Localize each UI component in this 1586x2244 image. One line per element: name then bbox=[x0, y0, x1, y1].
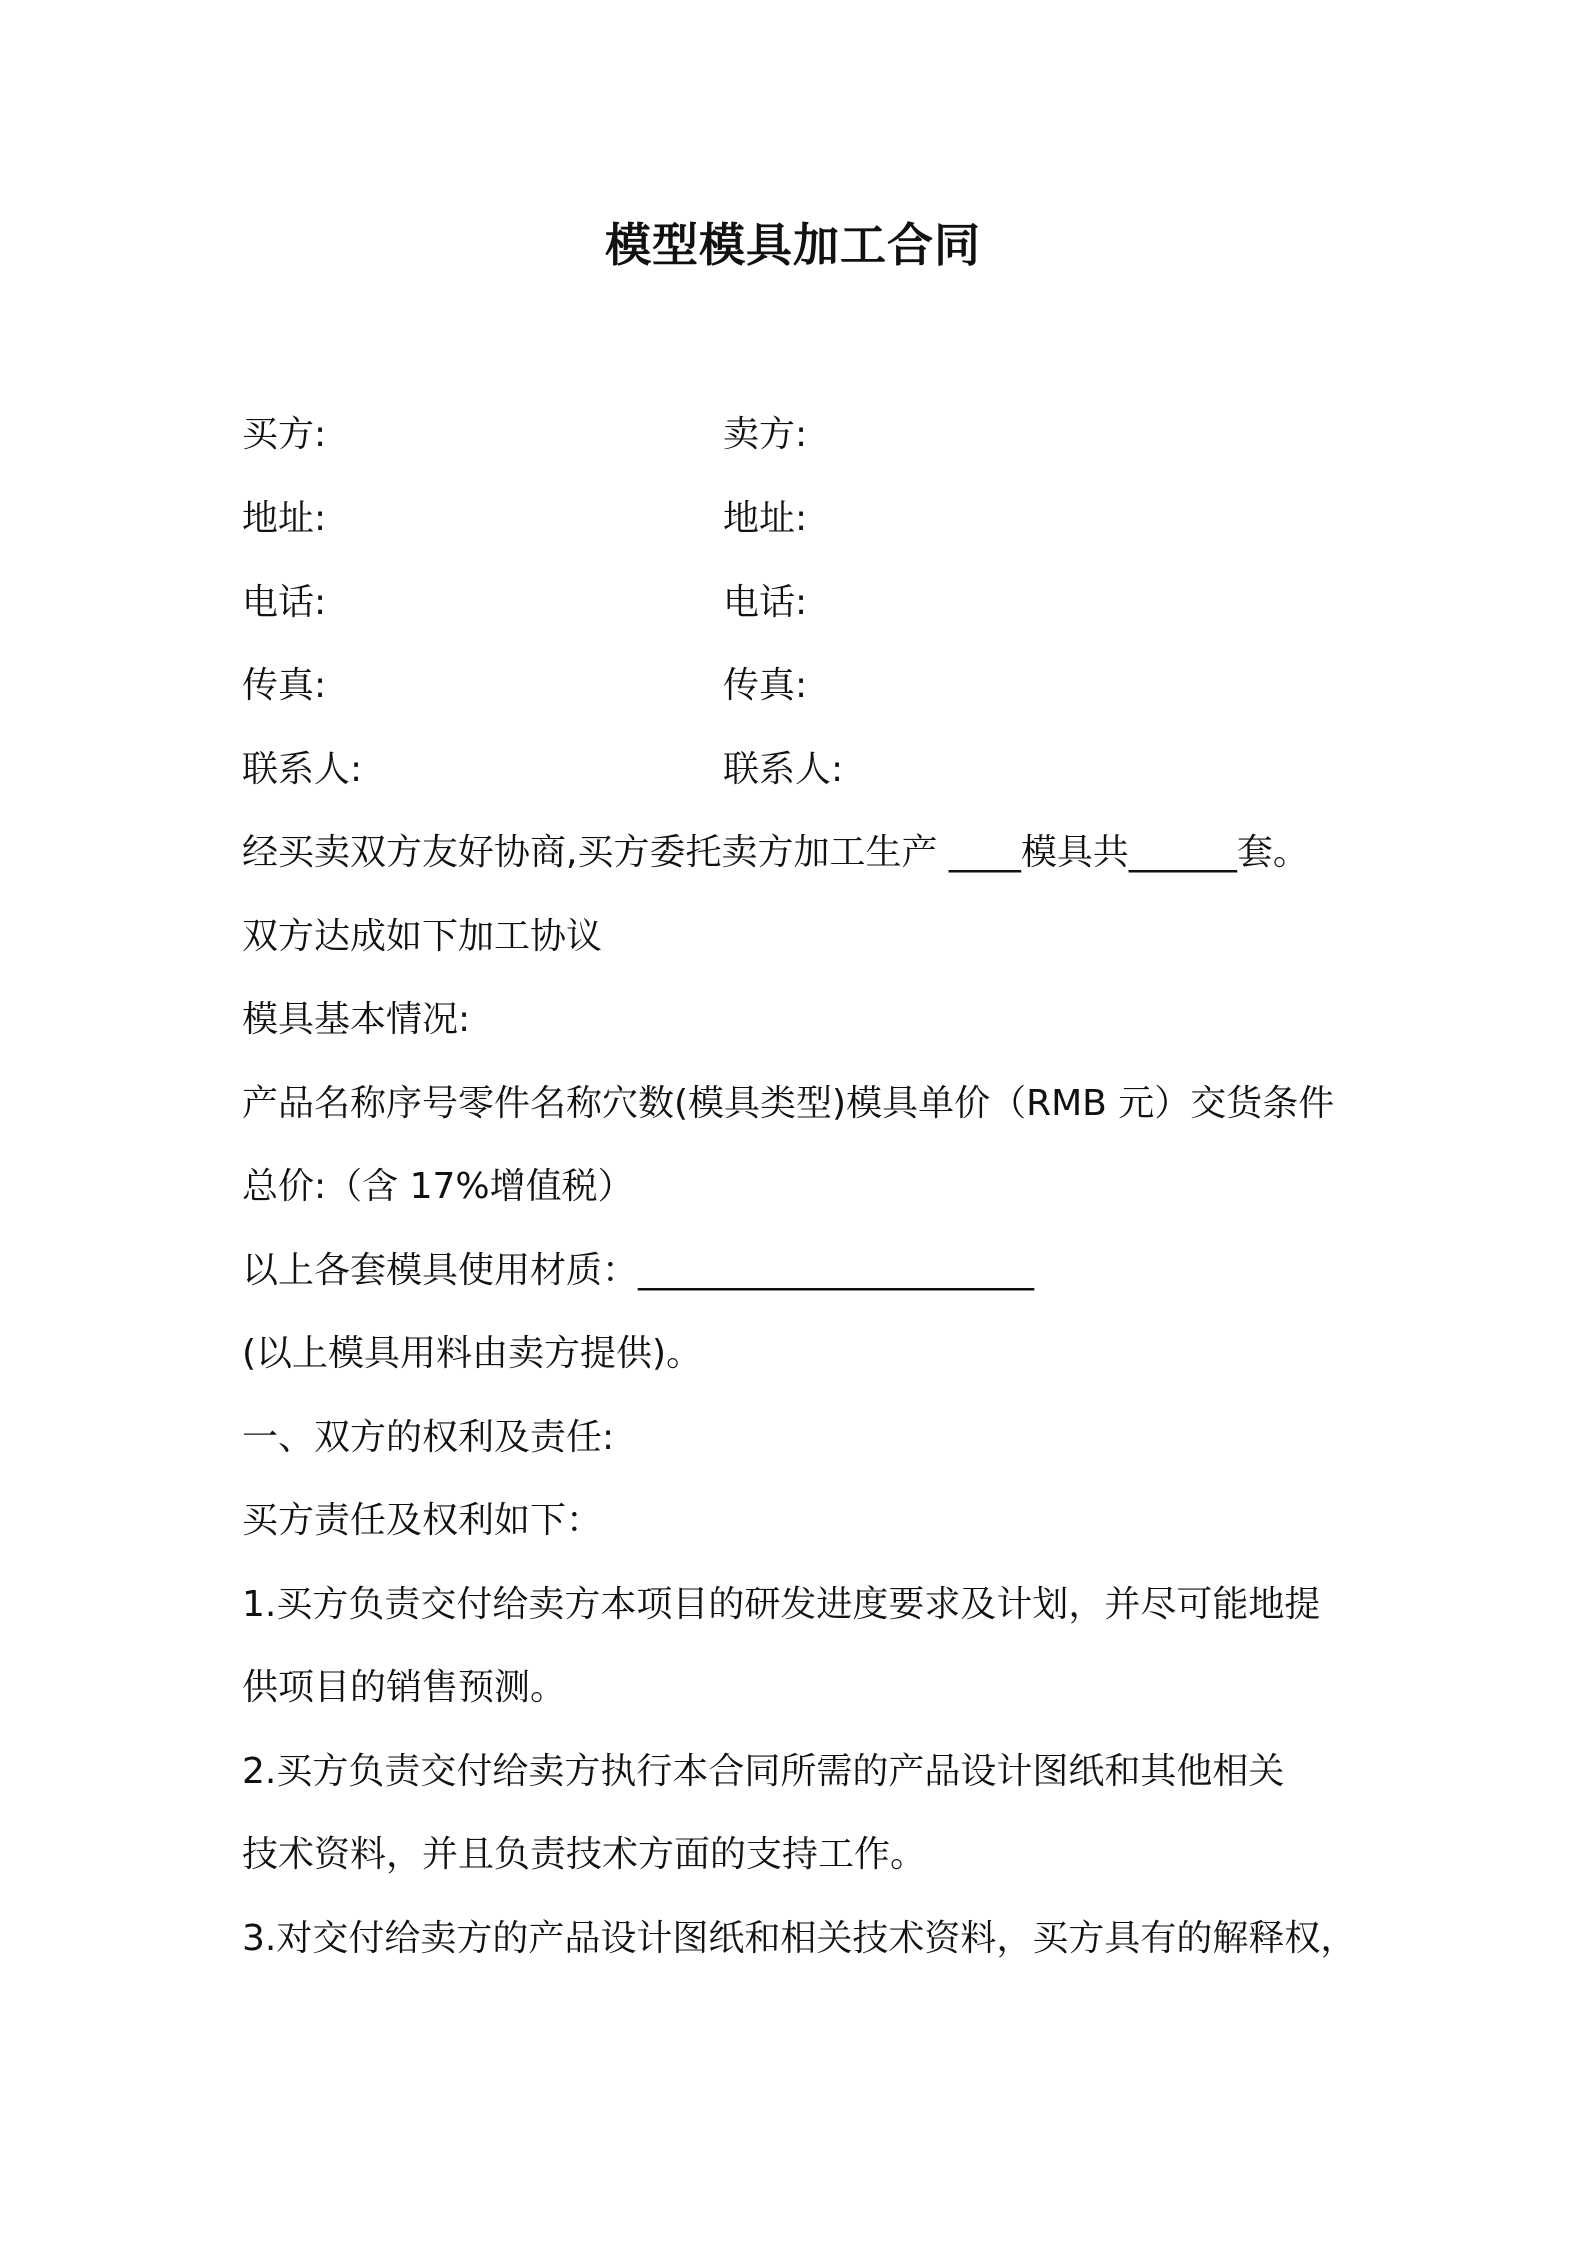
section-heading: 模具基本情况: bbox=[242, 999, 471, 1040]
body-line: 经买卖双方友好协商,买方委托卖方加工生产 ____模具共______套。 bbox=[242, 832, 1309, 873]
party-row-address bbox=[242, 494, 1362, 544]
buyer-name-label: 买方: bbox=[242, 414, 327, 455]
body-line: 买方责任及权利如下： bbox=[242, 1500, 603, 1541]
body-line: 双方达成如下加工协议 bbox=[242, 916, 603, 957]
seller-contact-label: 联系人: bbox=[723, 749, 844, 790]
body-line: 总价:（含 17%增值税） bbox=[242, 1166, 634, 1207]
party-row-fax bbox=[242, 661, 1362, 711]
party-row-phone bbox=[242, 578, 1362, 628]
buyer-fax-label: 传真: bbox=[242, 665, 327, 706]
body-line: 1.买方负责交付给卖方本项目的研发进度要求及计划，并尽可能地提 bbox=[242, 1584, 1321, 1625]
party-row-name bbox=[242, 410, 1362, 460]
seller-fax-label: 传真: bbox=[723, 665, 808, 706]
buyer-contact-label: 联系人: bbox=[242, 749, 363, 790]
party-row-contact bbox=[242, 745, 1362, 795]
seller-address-label: 地址: bbox=[723, 498, 808, 539]
body-line: (以上模具用料由卖方提供)。 bbox=[242, 1333, 703, 1374]
seller-name-label: 卖方: bbox=[723, 414, 808, 455]
body-line: 技术资料，并且负责技术方面的支持工作。 bbox=[242, 1834, 927, 1875]
buyer-address-label: 地址: bbox=[242, 498, 327, 539]
section-heading: 一、双方的权利及责任: bbox=[242, 1417, 615, 1458]
body-line: 供项目的销售预测。 bbox=[242, 1667, 567, 1708]
body-line: 产品名称序号零件名称穴数(模具类型)模具单价（RMB 元）交货条件 bbox=[242, 1083, 1335, 1124]
contract-title: 模型模具加工合同 bbox=[605, 218, 981, 272]
buyer-phone-label: 电话: bbox=[242, 582, 327, 623]
body-line: 2.买方负责交付给卖方执行本合同所需的产品设计图纸和其他相关 bbox=[242, 1751, 1285, 1792]
seller-phone-label: 电话: bbox=[723, 582, 808, 623]
body-line: 3.对交付给卖方的产品设计图纸和相关技术资料，买方具有的解释权， bbox=[242, 1918, 1357, 1959]
body-line: 以上各套模具使用材质：______________________ bbox=[242, 1250, 1035, 1291]
